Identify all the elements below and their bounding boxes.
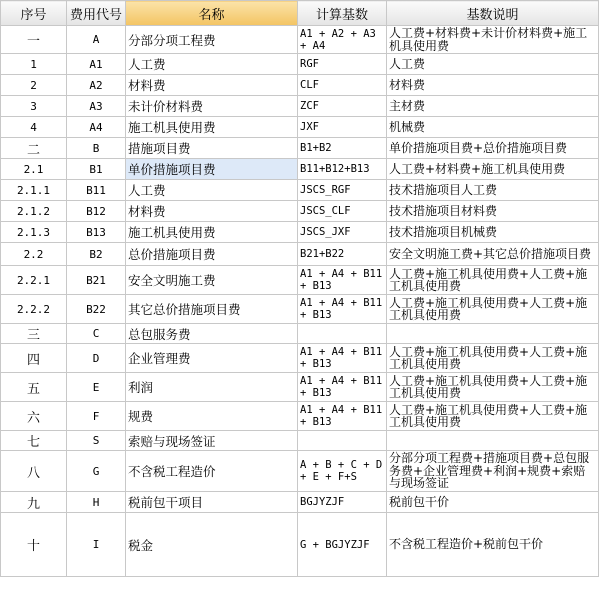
base-cell[interactable]: JSCS_CLF — [298, 201, 387, 222]
desc-cell[interactable]: 技术措施项目材料费 — [387, 201, 599, 222]
base-cell[interactable]: A1 + A4 + B11 + B13 — [298, 295, 387, 324]
desc-cell[interactable]: 人工费+材料费+未计价材料费+施工机具使用费 — [387, 26, 599, 54]
name-cell[interactable]: 安全文明施工费 — [126, 266, 298, 295]
code-cell[interactable]: F — [67, 402, 126, 431]
seq-cell[interactable]: 2.2 — [1, 243, 67, 266]
desc-cell[interactable]: 人工费+施工机具使用费+人工费+施工机具使用费 — [387, 266, 599, 295]
base-cell[interactable] — [298, 324, 387, 344]
base-cell[interactable]: A1 + A2 + A3 + A4 — [298, 26, 387, 54]
name-cell[interactable]: 单价措施项目费 — [126, 159, 298, 180]
name-cell[interactable]: 企业管理费 — [126, 344, 298, 373]
desc-cell[interactable]: 人工费+施工机具使用费+人工费+施工机具使用费 — [387, 295, 599, 324]
name-cell[interactable]: 规费 — [126, 402, 298, 431]
name-cell[interactable]: 未计价材料费 — [126, 96, 298, 117]
code-cell[interactable]: D — [67, 344, 126, 373]
code-cell[interactable]: A1 — [67, 54, 126, 75]
base-cell[interactable]: A1 + A4 + B11 + B13 — [298, 402, 387, 431]
table-body — [1, 26, 599, 577]
seq-cell[interactable]: 八 — [1, 451, 67, 492]
code-cell[interactable]: B2 — [67, 243, 126, 266]
desc-cell[interactable]: 单价措施项目费+总价措施项目费 — [387, 138, 599, 159]
desc-cell[interactable] — [387, 324, 599, 344]
table-row[interactable] — [1, 138, 599, 159]
base-cell[interactable]: JXF — [298, 117, 387, 138]
base-cell[interactable]: JSCS_JXF — [298, 222, 387, 243]
desc-cell[interactable]: 主材费 — [387, 96, 599, 117]
code-cell[interactable]: A4 — [67, 117, 126, 138]
base-cell[interactable]: B21+B22 — [298, 243, 387, 266]
table-row[interactable] — [1, 96, 599, 117]
seq-cell[interactable]: 2.1.3 — [1, 222, 67, 243]
name-cell[interactable]: 材料费 — [126, 201, 298, 222]
table-row[interactable] — [1, 243, 599, 266]
name-cell[interactable]: 税金 — [126, 513, 298, 577]
table-row[interactable] — [1, 222, 599, 243]
base-cell[interactable]: B1+B2 — [298, 138, 387, 159]
table-row[interactable] — [1, 344, 599, 373]
table-row[interactable] — [1, 431, 599, 451]
seq-cell[interactable]: 十 — [1, 513, 67, 577]
seq-cell[interactable]: 四 — [1, 344, 67, 373]
base-cell[interactable]: RGF — [298, 54, 387, 75]
code-cell[interactable]: E — [67, 373, 126, 402]
code-cell[interactable]: C — [67, 324, 126, 344]
seq-cell[interactable]: 2.1.1 — [1, 180, 67, 201]
code-cell[interactable]: A — [67, 26, 126, 54]
code-cell[interactable]: B11 — [67, 180, 126, 201]
seq-cell[interactable]: 三 — [1, 324, 67, 344]
table-row[interactable] — [1, 402, 599, 431]
base-cell[interactable]: CLF — [298, 75, 387, 96]
col-header-name[interactable]: 名称 — [126, 1, 298, 26]
base-cell[interactable] — [298, 431, 387, 451]
code-cell[interactable]: G — [67, 451, 126, 492]
table-row[interactable] — [1, 75, 599, 96]
desc-cell[interactable]: 人工费+施工机具使用费+人工费+施工机具使用费 — [387, 402, 599, 431]
name-cell[interactable]: 施工机具使用费 — [126, 222, 298, 243]
table-row[interactable] — [1, 295, 599, 324]
seq-cell[interactable]: 2.1 — [1, 159, 67, 180]
desc-cell[interactable]: 不含税工程造价+税前包干价 — [387, 513, 599, 577]
table-row[interactable] — [1, 492, 599, 513]
desc-cell[interactable]: 技术措施项目人工费 — [387, 180, 599, 201]
seq-cell[interactable]: 2.2.1 — [1, 266, 67, 295]
code-cell[interactable]: B1 — [67, 159, 126, 180]
base-cell[interactable]: A1 + A4 + B11 + B13 — [298, 266, 387, 295]
name-cell[interactable]: 施工机具使用费 — [126, 117, 298, 138]
code-cell[interactable]: H — [67, 492, 126, 513]
name-cell[interactable]: 不含税工程造价 — [126, 451, 298, 492]
code-cell[interactable]: I — [67, 513, 126, 577]
table-row[interactable] — [1, 513, 599, 577]
desc-cell[interactable]: 人工费+施工机具使用费+人工费+施工机具使用费 — [387, 373, 599, 402]
seq-cell[interactable]: 2.1.2 — [1, 201, 67, 222]
code-cell[interactable]: B — [67, 138, 126, 159]
table-row[interactable] — [1, 159, 599, 180]
seq-cell[interactable]: 2.2.2 — [1, 295, 67, 324]
base-cell[interactable]: BGJYZJF — [298, 492, 387, 513]
col-header-code[interactable]: 费用代号 — [67, 1, 126, 26]
name-cell[interactable]: 利润 — [126, 373, 298, 402]
base-cell[interactable]: ZCF — [298, 96, 387, 117]
table-row[interactable] — [1, 54, 599, 75]
desc-cell[interactable]: 人工费+材料费+施工机具使用费 — [387, 159, 599, 180]
base-cell[interactable]: A1 + A4 + B11 + B13 — [298, 373, 387, 402]
table-row[interactable] — [1, 26, 599, 54]
header-row — [1, 1, 599, 26]
desc-cell[interactable]: 技术措施项目机械费 — [387, 222, 599, 243]
col-header-desc[interactable]: 基数说明 — [387, 1, 599, 26]
table-row[interactable] — [1, 324, 599, 344]
seq-cell[interactable]: 二 — [1, 138, 67, 159]
code-cell[interactable]: A3 — [67, 96, 126, 117]
code-cell[interactable]: B12 — [67, 201, 126, 222]
desc-cell[interactable]: 材料费 — [387, 75, 599, 96]
code-cell[interactable]: B21 — [67, 266, 126, 295]
seq-cell[interactable]: 3 — [1, 96, 67, 117]
col-header-base[interactable]: 计算基数 — [298, 1, 387, 26]
seq-cell[interactable]: 五 — [1, 373, 67, 402]
code-cell[interactable]: S — [67, 431, 126, 451]
base-cell[interactable]: B11+B12+B13 — [298, 159, 387, 180]
desc-cell[interactable]: 机械费 — [387, 117, 599, 138]
name-cell[interactable]: 材料费 — [126, 75, 298, 96]
desc-cell[interactable] — [387, 431, 599, 451]
name-cell[interactable]: 总价措施项目费 — [126, 243, 298, 266]
desc-cell[interactable]: 人工费+施工机具使用费+人工费+施工机具使用费 — [387, 344, 599, 373]
name-cell[interactable]: 税前包干项目 — [126, 492, 298, 513]
desc-cell[interactable]: 税前包干价 — [387, 492, 599, 513]
desc-cell[interactable]: 分部分项工程费+措施项目费+总包服务费+企业管理费+利润+规费+索赔与现场签证 — [387, 451, 599, 492]
name-cell[interactable]: 其它总价措施项目费 — [126, 295, 298, 324]
table-row[interactable] — [1, 451, 599, 492]
name-cell[interactable]: 人工费 — [126, 54, 298, 75]
table-row[interactable] — [1, 201, 599, 222]
seq-cell[interactable]: 4 — [1, 117, 67, 138]
name-cell[interactable]: 措施项目费 — [126, 138, 298, 159]
seq-cell[interactable]: 一 — [1, 26, 67, 54]
table-row[interactable] — [1, 117, 599, 138]
seq-cell[interactable]: 七 — [1, 431, 67, 451]
name-cell[interactable]: 索赔与现场签证 — [126, 431, 298, 451]
code-cell[interactable]: A2 — [67, 75, 126, 96]
base-cell[interactable]: JSCS_RGF — [298, 180, 387, 201]
desc-cell[interactable]: 人工费 — [387, 54, 599, 75]
code-cell[interactable]: B22 — [67, 295, 126, 324]
name-cell[interactable]: 分部分项工程费 — [126, 26, 298, 54]
seq-cell[interactable]: 九 — [1, 492, 67, 513]
table-row[interactable] — [1, 266, 599, 295]
base-cell[interactable]: A + B + C + D + E + F+S — [298, 451, 387, 492]
seq-cell[interactable]: 2 — [1, 75, 67, 96]
base-cell[interactable]: G + BGJYZJF — [298, 513, 387, 577]
name-cell[interactable]: 总包服务费 — [126, 324, 298, 344]
table-row[interactable] — [1, 373, 599, 402]
seq-cell[interactable]: 1 — [1, 54, 67, 75]
code-cell[interactable]: B13 — [67, 222, 126, 243]
name-cell[interactable]: 人工费 — [126, 180, 298, 201]
base-cell[interactable]: A1 + A4 + B11 + B13 — [298, 344, 387, 373]
desc-cell[interactable]: 安全文明施工费+其它总价措施项目费 — [387, 243, 599, 266]
table-row[interactable] — [1, 180, 599, 201]
col-header-seq[interactable]: 序号 — [1, 1, 67, 26]
seq-cell[interactable]: 六 — [1, 402, 67, 431]
